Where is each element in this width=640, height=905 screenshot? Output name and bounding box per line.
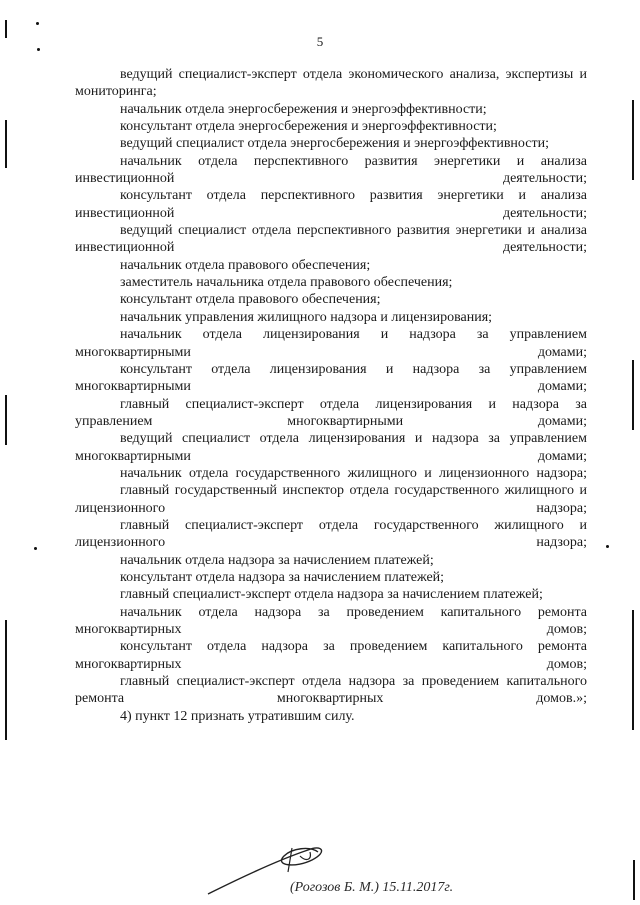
paragraph: начальник отдела лицензирования и надзора за управлением многоквартирными домами;: [75, 327, 587, 360]
paragraph: главный специалист-эксперт отдела надзора за проведением капитального ремонта многоквартирных домов.»;: [75, 674, 587, 707]
scan-mark: [633, 860, 635, 900]
paragraph: начальник управления жилищного надзора и лицензирования;: [120, 309, 493, 325]
scan-mark: [5, 620, 7, 740]
paragraph: начальник отдела надзора за проведением капитального ремонта многоквартирных домов;: [75, 604, 587, 637]
scan-mark: [36, 22, 39, 25]
paragraph: консультант отдела надзора за начислением платежей;: [120, 569, 445, 585]
scan-mark: [606, 545, 609, 548]
paragraph: ведущий специалист отдела перспективного развития энергетики и анализа инвестиционной деятельности;: [75, 223, 587, 256]
paragraph: начальник отдела надзора за начислением платежей;: [120, 552, 434, 568]
paragraph: главный специалист-эксперт отдела лицензирования и надзора за управлением многоквартирными домами;: [75, 396, 587, 429]
signature-note: (Рогозов Б. М.) 15.11.2017г.: [290, 880, 454, 895]
page-number: 5: [316, 34, 324, 49]
paragraph: главный государственный инспектор отдела государственного жилищного и лицензионного надзора;: [75, 483, 587, 516]
paragraph: начальник отдела перспективного развития энергетики и анализа инвестиционной деятельности;: [75, 153, 587, 187]
document-body: [75, 66, 587, 725]
paragraph: консультант отдела энергосбережения и энергоэффективности;: [120, 119, 497, 135]
paragraph: ведущий специалист отдела энергосбережения и энергоэффективности;: [120, 136, 549, 152]
paragraph: консультант отдела надзора за проведением капитального ремонта многоквартирных домов;: [75, 639, 587, 672]
scan-mark: [34, 547, 37, 550]
scan-mark: [632, 610, 634, 730]
paragraph: ведущий специалист отдела лицензирования и надзора за управлением многоквартирными домами;: [75, 431, 587, 464]
paragraph: консультант отдела лицензирования и надзора за управлением многоквартирными домами;: [75, 361, 587, 395]
paragraph: начальник отдела государственного жилищного и лицензионного надзора;: [120, 465, 587, 481]
paragraph: 4) пункт 12 признать утратившим силу.: [120, 708, 355, 724]
paragraph: главный специалист-эксперт отдела надзора за начислением платежей;: [120, 587, 543, 603]
paragraph: консультант отдела перспективного развития энергетики и анализа инвестиционной деятельности;: [75, 188, 587, 221]
scan-mark: [5, 395, 7, 445]
paragraph: заместитель начальника отдела правового обеспечения;: [120, 275, 453, 291]
paragraph: начальник отдела правового обеспечения;: [120, 257, 371, 273]
paragraph: консультант отдела правового обеспечения;: [120, 292, 381, 308]
scan-mark: [632, 100, 634, 180]
paragraph: начальник отдела энергосбережения и энергоэффективности;: [120, 101, 487, 117]
paragraph: ведущий специалист-эксперт отдела экономического анализа, экспертизы и мониторинга;: [75, 67, 587, 100]
scan-mark: [632, 360, 634, 430]
paragraph: главный специалист-эксперт отдела государственного жилищного и лицензионного надзора;: [75, 517, 587, 551]
scan-mark: [5, 120, 7, 168]
